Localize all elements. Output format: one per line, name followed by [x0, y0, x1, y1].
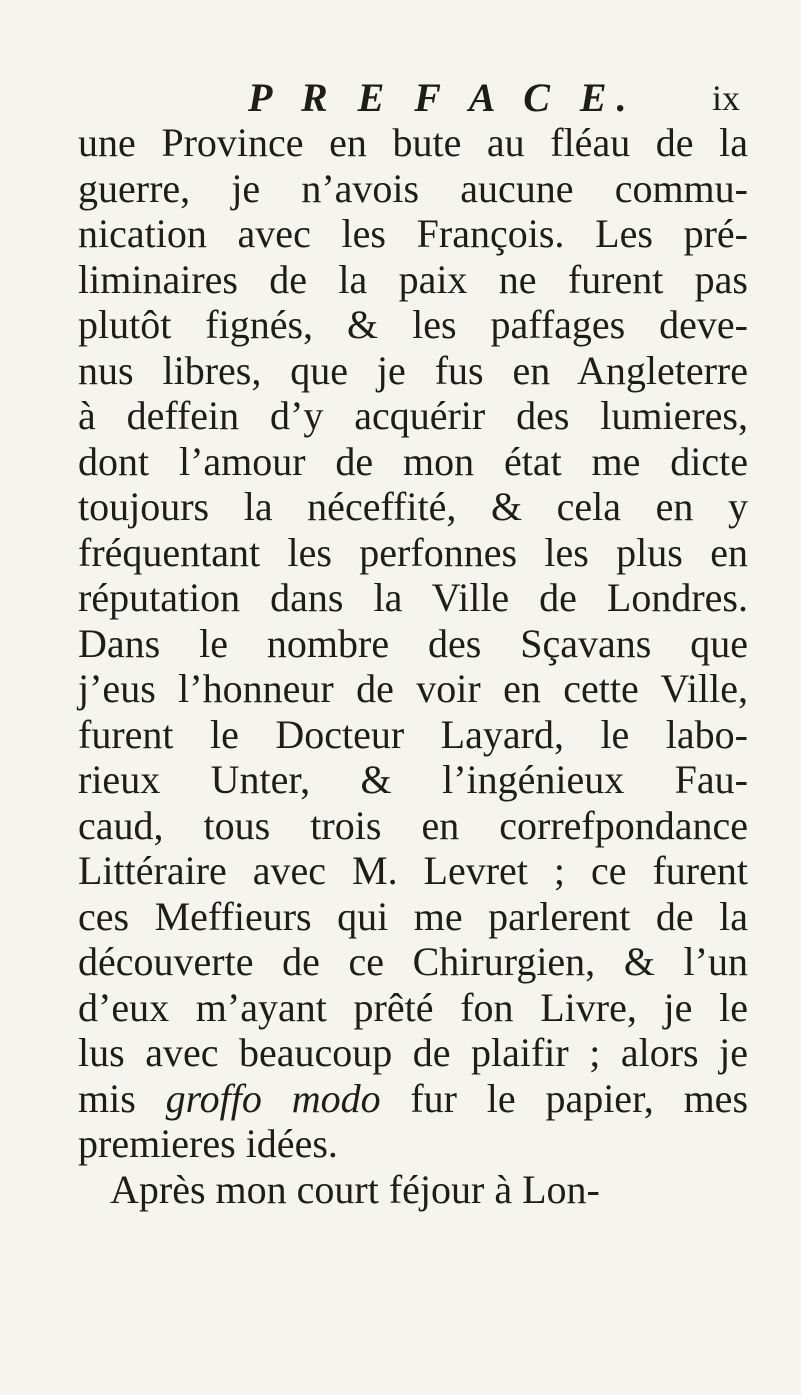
text-line-8: dont l’amour de mon état me dicte: [78, 438, 748, 484]
page-header: [0, 72, 801, 124]
text-line-17: Littéraire avec M. Levret ; ce furent: [78, 848, 748, 893]
text-line-3: nication avec les François. Les pré-: [78, 211, 748, 256]
text-line-21: lus avec beaucoup de plaifir ; alors je: [78, 1030, 748, 1075]
text-line-11: réputation dans la Ville de Londres.: [78, 575, 748, 620]
line22-before: mis: [78, 1075, 166, 1121]
text-line-16: caud, tous trois en correfpondance: [78, 802, 748, 848]
latin-phrase: groffo modo: [165, 1075, 381, 1121]
text-line-9: toujours la néceffité, & cela en y: [78, 484, 748, 529]
text-line-14: furent le Docteur Layard, le labo-: [78, 711, 748, 757]
text-line-22: [78, 1076, 748, 1122]
text-line-5: plutôt fignés, & les paffages deve-: [78, 302, 748, 347]
text-line-10: fréquentant les perfonnes les plus en: [78, 529, 748, 575]
text-line-19: découverte de ce Chirurgien, & l’un: [78, 939, 748, 984]
text-line-1: une Province en bute au fléau de la: [78, 120, 748, 165]
text-line-23: premieres idées.: [78, 1121, 338, 1166]
text-line-20: d’eux m’ayant prêté fon Livre, je le: [78, 984, 748, 1030]
text-line-2: guerre, je n’avois aucune commu-: [78, 165, 748, 211]
text-line-15: rieux Unter, & l’ingénieux Fau-: [78, 757, 748, 802]
text-line-6: nus libres, que je fus en Angleterre: [78, 347, 748, 393]
text-line-7: à deffein d’y acquérir des lumieres,: [78, 393, 748, 438]
page-number: ix: [712, 78, 741, 118]
text-line-24: Après mon court féjour à Lon-: [110, 1166, 600, 1212]
text-line-4: liminaires de la paix ne furent pas: [78, 256, 748, 302]
body-text: [78, 120, 748, 1212]
text-line-12: Dans le nombre des Sçavans que: [78, 620, 748, 666]
line22-after: fur le papier, mes: [380, 1075, 749, 1121]
text-line-13: j’eus l’honneur de voir en cette Ville,: [78, 666, 748, 711]
running-title: P R E F A C E.: [248, 75, 637, 120]
text-line-18: ces Meffieurs qui me parlerent de la: [78, 893, 748, 939]
